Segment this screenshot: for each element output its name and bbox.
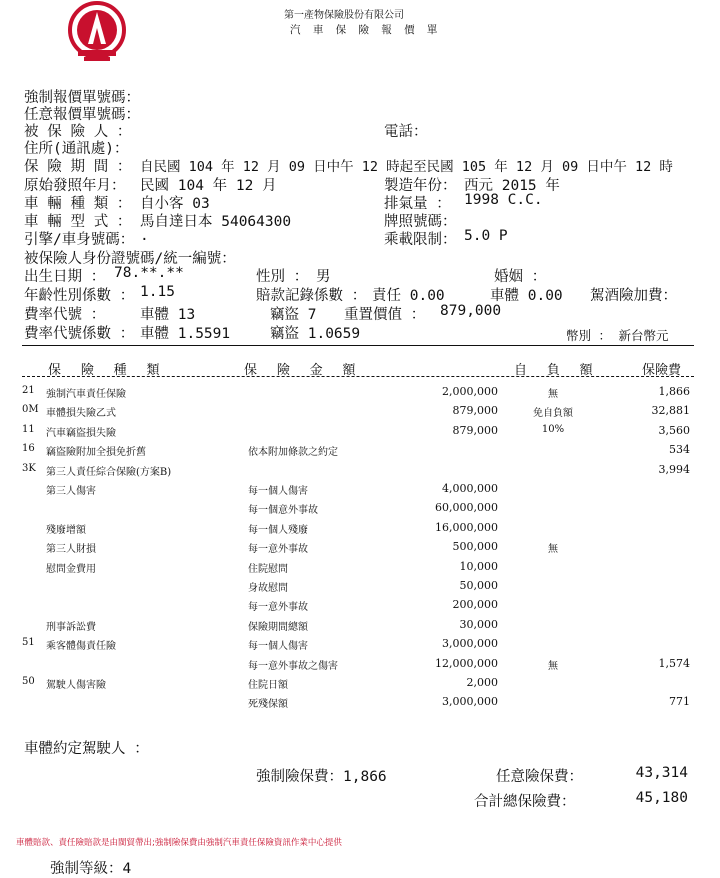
replacement-value: 879,000 (440, 303, 502, 319)
row-sum-insured: 4,000,000 (442, 482, 498, 495)
row-coverage-item: 每一意外事故 (248, 602, 308, 614)
row-coverage-item: 依本附加條款之約定 (248, 447, 338, 459)
row-coverage-item: 每一個人傷害 (248, 486, 308, 497)
row-coverage-name: 汽車竊盜損失險 (46, 427, 116, 439)
row-sum-insured: 2,000 (466, 676, 498, 689)
document-title: 汽 車 保 險 報 價 單 (290, 24, 441, 36)
marital-label: 婚姻 ： (494, 269, 547, 285)
row-code: 51 (22, 637, 35, 649)
row-coverage-name: 駕駛人傷害險 (46, 680, 106, 691)
row-coverage-name: 第三人傷害 (46, 486, 96, 497)
birth-date-label: 出生日期 ： (24, 269, 106, 285)
rate-factor-label: 費率代號係數 ： (24, 326, 135, 342)
row-coverage-item: 每一個人傷害 (248, 641, 308, 653)
dui-surcharge-label: 駕酒險加費： (590, 288, 677, 304)
row-premium: 3,560 (658, 423, 690, 437)
row-coverage-item: 住院日額 (248, 680, 288, 691)
plate-number-label: 牌照號碼： (384, 214, 457, 230)
total-premium-value: 45,180 (635, 790, 688, 806)
row-premium: 3,994 (658, 462, 690, 476)
company-name: 第一產物保險股份有限公司 (284, 10, 404, 21)
gender-value: 男 (316, 269, 331, 285)
row-coverage-name: 慰問金費用 (46, 563, 96, 575)
displacement-label: 排氣量 ： (384, 196, 451, 212)
claim-record-factor-label: 賠款記錄係數 ： (256, 288, 367, 304)
row-sum-insured: 16,000,000 (435, 520, 498, 534)
row-coverage-item: 保險期間總額 (248, 621, 308, 633)
row-coverage-name: 殘廢增額 (46, 524, 86, 536)
row-coverage-name: 乘客體傷責任險 (46, 641, 116, 653)
claim-body-value: 車體 0.00 (490, 288, 563, 304)
row-coverage-name: 強制汽車責任保險 (46, 389, 126, 400)
insured-id-label: 被保險人身份證號碼/統一編號： (24, 251, 236, 267)
row-coverage-name: 刑事訴訟費 (46, 621, 96, 633)
row-coverage-item: 死殘保額 (248, 699, 288, 711)
column-header-coverage: 保 險 種 類 (48, 363, 166, 378)
row-sum-insured: 2,000,000 (442, 385, 498, 398)
row-sum-insured: 200,000 (452, 598, 498, 612)
vehicle-model-value: 馬自達日本 54064300 (140, 214, 292, 230)
row-code: 16 (22, 443, 35, 455)
column-header-premium: 保險費 (642, 363, 682, 378)
rate-code-body: 車體 13 (140, 307, 196, 323)
row-coverage-item: 每一意外事故 (248, 544, 308, 556)
row-deductible: 無 (548, 660, 558, 672)
row-coverage-item: 住院慰問 (248, 563, 288, 575)
row-coverage-name: 第三人責任綜合保險(方案B) (46, 466, 172, 478)
age-gender-factor-value: 1.15 (140, 284, 175, 300)
first-registration-label: 原始發照年月： (24, 178, 126, 194)
engine-number-label: 引擎/車身號碼： (24, 232, 135, 248)
designated-driver-label: 車體約定駕駛人 ： (24, 741, 149, 757)
company-logo-icon (66, 0, 128, 62)
compulsory-grade: 強制等級：4 (50, 861, 132, 877)
row-sum-insured: 3,000,000 (442, 637, 498, 651)
birth-date-value: 78.**.** (114, 265, 184, 281)
insured-label: 被 保 險 人 ： (24, 124, 132, 140)
row-deductible: 10% (541, 423, 565, 435)
row-sum-insured: 500,000 (452, 540, 498, 554)
table-header-rule (22, 376, 694, 377)
manufacture-year-value: 西元 2015 年 (464, 178, 560, 194)
row-premium: 534 (669, 443, 690, 457)
row-coverage-item: 每一個人殘廢 (248, 524, 308, 536)
row-deductible: 免自負額 (533, 408, 573, 420)
row-coverage-item: 每一意外事故之傷害 (248, 660, 338, 672)
row-sum-insured: 879,000 (452, 423, 498, 437)
row-deductible: 無 (548, 389, 558, 400)
row-sum-insured: 3,000,000 (442, 695, 498, 709)
vehicle-model-label: 車 輛 型 式 ： (24, 214, 132, 230)
row-coverage-item: 身故慰問 (248, 583, 288, 594)
capacity-label: 乘載限制： (384, 232, 457, 248)
capacity-value: 5.0 P (464, 228, 508, 244)
table-top-rule (22, 345, 694, 346)
age-gender-factor-label: 年齡性別係數 ： (24, 288, 135, 304)
column-header-sum-insured: 保 險 金 額 (244, 363, 362, 378)
row-premium: 1,866 (658, 385, 690, 398)
row-coverage-item: 每一個意外事故 (248, 505, 318, 517)
vehicle-type-value: 自小客 03 (140, 196, 210, 212)
row-code: 3K (22, 462, 36, 474)
row-premium: 32,881 (651, 404, 690, 418)
gender-label: 性別 ： (256, 269, 309, 285)
footnote: 車體賠款、責任險賠款是由閩貿帶出;強制險保費由強制汽車責任保險資訊作業中心提供 (16, 838, 342, 848)
column-header-deductible: 自 負 額 (514, 363, 599, 378)
row-sum-insured: 30,000 (459, 617, 498, 631)
compulsory-premium-total: 強制險保費：1,866 (256, 769, 387, 785)
row-coverage-name: 第三人財損 (46, 544, 96, 556)
row-sum-insured: 12,000,000 (435, 656, 498, 670)
rate-factor-theft: 竊盜 1.0659 (270, 326, 361, 342)
row-code: 11 (22, 423, 35, 435)
period-value: 自民國 104 年 12 月 09 日中午 12 時起至民國 105 年 12 月 09 日中午 12 時 (140, 159, 673, 175)
row-code: 0M (22, 404, 39, 416)
total-premium-label: 合計總保險費： (474, 794, 576, 810)
replacement-value-label: 重置價值 ： (344, 307, 426, 323)
voluntary-premium-value: 43,314 (635, 765, 688, 781)
row-coverage-name: 竊盜險附加全損免折舊 (46, 447, 146, 459)
displacement-value: 1998 C.C. (464, 192, 543, 208)
claim-liability-value: 責任 0.00 (372, 288, 445, 304)
row-sum-insured: 10,000 (459, 559, 498, 573)
engine-number-value: . (140, 228, 149, 244)
voluntary-quote-no-label: 任意報價單號碼： (24, 107, 140, 123)
row-coverage-name: 車體損失險乙式 (46, 408, 116, 420)
compulsory-quote-no-label: 強制報價單號碼： (24, 90, 140, 106)
row-premium: 1,574 (658, 656, 690, 670)
row-sum-insured: 60,000,000 (435, 501, 498, 515)
row-deductible: 無 (548, 544, 558, 556)
row-code: 50 (22, 676, 35, 687)
rate-factor-body: 車體 1.5591 (140, 326, 231, 342)
rate-code-theft: 竊盜 7 (270, 307, 317, 323)
row-sum-insured: 879,000 (452, 404, 498, 418)
rate-code-label: 費率代號 ： (24, 307, 106, 323)
first-registration-value: 民國 104 年 12 月 (140, 178, 277, 194)
row-premium: 771 (669, 695, 690, 709)
row-code: 21 (22, 385, 35, 396)
manufacture-year-label: 製造年份： (384, 178, 457, 194)
row-sum-insured: 50,000 (459, 579, 498, 592)
voluntary-premium-label: 任意險保費： (496, 769, 583, 785)
period-label: 保 險 期 間 ： (24, 159, 132, 175)
address-label: 住所(通訊處)： (24, 141, 129, 157)
currency-label: 幣別 ： 新台幣元 (566, 328, 669, 343)
phone-label: 電話： (384, 124, 428, 140)
vehicle-type-label: 車 輛 種 類 ： (24, 196, 132, 212)
